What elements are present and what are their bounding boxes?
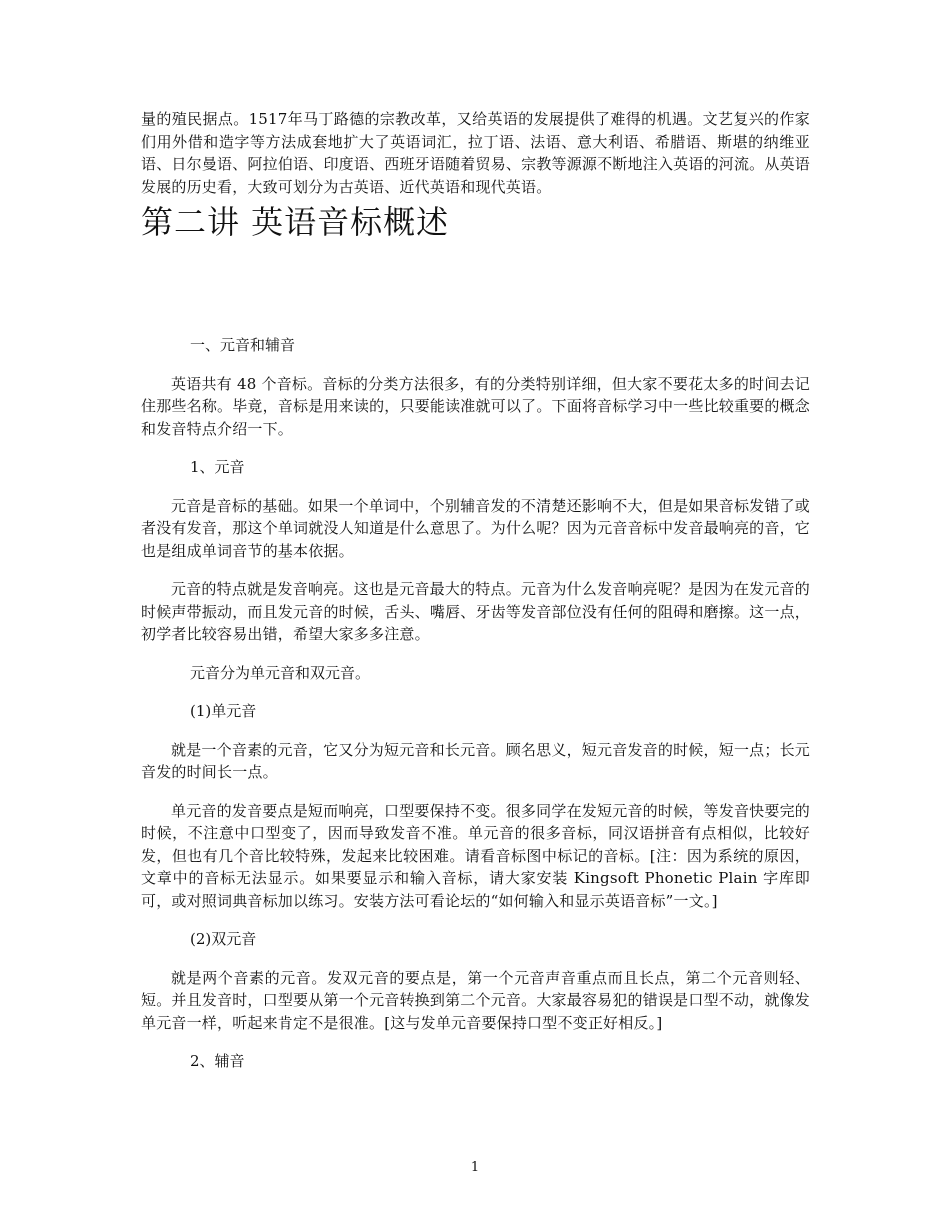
diphthong-paragraph: 就是两个音素的元音。发双元音的要点是，第一个元音声音重点而且长点，第二个元音则轻、短。并且发音时，口型要从第一个元音转换到第二个元音。大家最容易犯的错误是口型不动，就像发单元音一样，听起来肯定不是很准。[这与发单元音要保持口型不变正好相反。] [141,968,810,1032]
section-heading-vowels-consonants: 一、元音和辅音 [190,336,296,354]
subsection-heading-monophthong: (1)单元音 [190,702,257,720]
vowel-paragraph-2: 元音的特点就是发音响亮。这也是元音最大的特点。元音为什么发音响亮呢？是因为在发元音的时候声带振动，而且发元音的时候，舌头、嘴唇、牙齿等发音部位没有任何的阻碍和磨擦。这一点，初学者比较容易出错，希望大家多多注意。 [141,580,810,643]
section-intro-paragraph: 英语共有 48 个音标。音标的分类方法很多，有的分类特别详细，但大家不要花太多的时间去记住那些名称。毕竟，音标是用来读的，只要能读准就可以了。下面将音标学习中一些比较重要的概念和发音特点介绍一下。 [141,374,810,438]
vowel-paragraph-1: 元音是音标的基础。如果一个单词中，个别辅音发的不清楚还影响不大，但是如果音标发错了或者没有发音，那这个单词就没人知道是什么意思了。为什么呢？因为元音音标中发音最响亮的音，它也是组成单词音节的基本依据。 [141,496,810,560]
document-body [141,108,810,1089]
subsection-heading-diphthong: (2)双元音 [190,930,257,948]
lecture-title: 第二讲 英语音标概述 [141,203,450,241]
title-spacer [141,244,810,334]
vowel-paragraph-3: 元音分为单元音和双元音。 [190,663,371,682]
intro-paragraph: 量的殖民据点。1517年马丁路德的宗教改革，又给英语的发展提供了难得的机遇。文艺复兴的作家们用外借和造字等方法成套地扩大了英语词汇，拉丁语、法语、意大利语、希腊语、斯堪的纳维亚语、日尔曼语、阿拉伯语、印度语、西班牙语随着贸易、宗教等源源不断地注入英语的河流。从英语发展的历史看，大致可划分为古英语、近代英语和现代英语。 [141,110,810,196]
monophthong-paragraph-1: 就是一个音素的元音，它又分为短元音和长元音。顾名思义，短元音发音的时候，短一点；长元音发的时间长一点。 [141,740,810,781]
monophthong-paragraph-2: 单元音的发音要点是短而响亮，口型要保持不变。很多同学在发短元音的时候，等发音快要完的时候，不注意中口型变了，因而导致发音不准。单元音的很多音标，同汉语拼音有点相似，比较好发，但也有几个音比较特殊，发起来比较困难。请看音标图中标记的音标。[注：因为系统的原因，文章中的音标无法显示。如果要显示和输入音标，请大家安装 Kingsoft Phonetic Plain 字库即可，或对照词典音标加以练习。安装方法可看论坛的“如何输入和显示英语音标”一文。] [141,801,810,910]
subsection-heading-consonant: 2、辅音 [190,1052,245,1070]
page-number: 1 [470,1160,480,1175]
subsection-heading-vowel: 1、元音 [190,458,245,476]
